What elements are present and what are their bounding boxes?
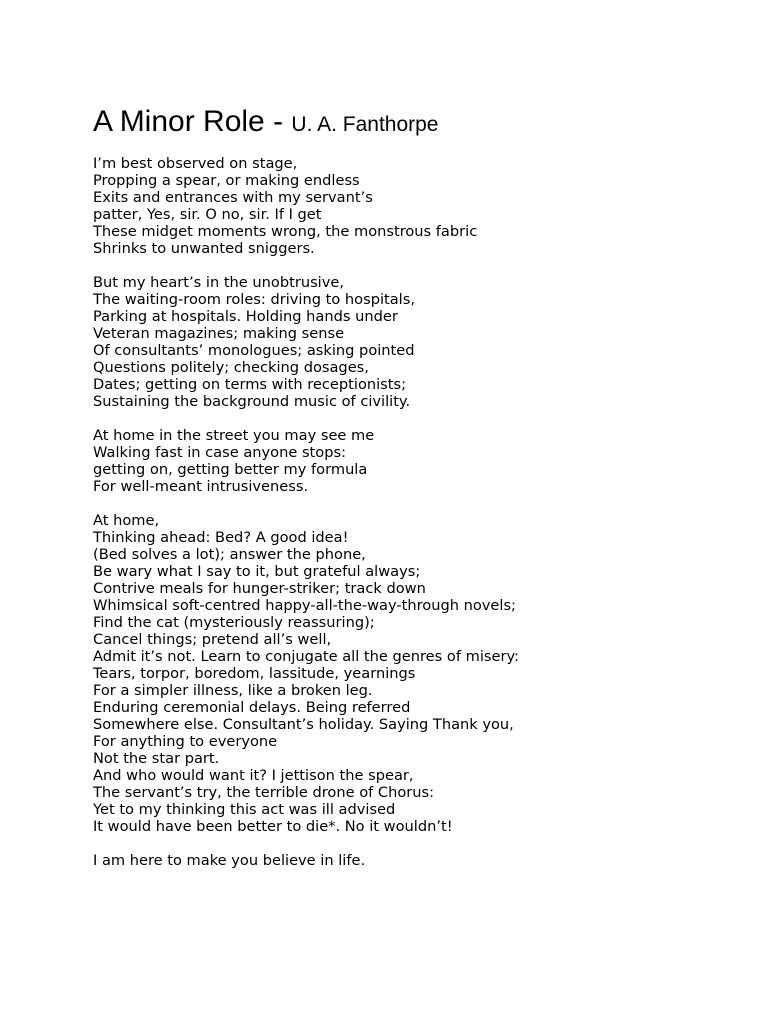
poem-line: Thinking ahead: Bed? A good idea! (93, 529, 349, 546)
poem-line: I’m best observed on stage, (93, 155, 298, 172)
author-name: U. A. Fanthorpe (291, 113, 439, 136)
poem-line: The waiting-room roles: driving to hospitals, (93, 291, 415, 308)
poem-line: Somewhere else. Consultant’s holiday. Saying Thank you, (93, 716, 514, 733)
poem-line: getting on, getting better my formula (93, 461, 368, 478)
poem-line: Parking at hospitals. Holding hands under (93, 308, 398, 325)
document-page (93, 104, 753, 886)
poem-line: But my heart’s in the unobtrusive, (93, 274, 344, 291)
poem-line: It would have been better to die*. No it wouldn’t! (93, 818, 453, 835)
poem-line: These midget moments wrong, the monstrous fabric (93, 223, 478, 240)
poem-line: Enduring ceremonial delays. Being referred (93, 699, 411, 716)
poem-line: And who would want it? I jettison the spear, (93, 767, 414, 784)
poem-line: Contrive meals for hunger-striker; track down (93, 580, 426, 597)
poem-line: Not the star part. (93, 750, 220, 767)
stanza (93, 155, 753, 257)
poem-line: Veteran magazines; making sense (93, 325, 345, 342)
poem-line: Shrinks to unwanted sniggers. (93, 240, 315, 257)
poem-line: Yet to my thinking this act was ill advised (93, 801, 396, 818)
poem-line: For a simpler illness, like a broken leg. (93, 682, 373, 699)
poem-line: At home, (93, 512, 160, 529)
poem-line: Of consultants’ monologues; asking pointed (93, 342, 415, 359)
poem-line: For anything to everyone (93, 733, 278, 750)
poem-line: Walking fast in case anyone stops: (93, 444, 346, 461)
poem-body (93, 155, 753, 869)
stanza (93, 852, 753, 869)
poem-line: For well-meant intrusiveness. (93, 478, 309, 495)
poem-line: Be wary what I say to it, but grateful always; (93, 563, 421, 580)
stanza (93, 512, 753, 835)
poem-line: patter, Yes, sir. O no, sir. If I get (93, 206, 322, 223)
poem-line: Whimsical soft-centred happy-all-the-way-through novels; (93, 597, 516, 614)
poem-line: Cancel things; pretend all’s well, (93, 631, 332, 648)
title-text: A Minor Role - (93, 105, 292, 138)
poem-line: I am here to make you believe in life. (93, 852, 366, 869)
poem-line: Sustaining the background music of civility. (93, 393, 411, 410)
poem-title (93, 104, 753, 140)
stanza (93, 274, 753, 410)
poem-line: Dates; getting on terms with receptionists; (93, 376, 407, 393)
poem-line: At home in the street you may see me (93, 427, 375, 444)
poem-line: Admit it’s not. Learn to conjugate all the genres of misery: (93, 648, 519, 665)
stanza (93, 427, 753, 495)
poem-line: Questions politely; checking dosages, (93, 359, 369, 376)
poem-line: Exits and entrances with my servant’s (93, 189, 373, 206)
poem-line: The servant’s try, the terrible drone of Chorus: (93, 784, 435, 801)
poem-line: Tears, torpor, boredom, lassitude, yearnings (93, 665, 416, 682)
poem-line: (Bed solves a lot); answer the phone, (93, 546, 366, 563)
poem-line: Find the cat (mysteriously reassuring); (93, 614, 375, 631)
poem-line: Propping a spear, or making endless (93, 172, 360, 189)
